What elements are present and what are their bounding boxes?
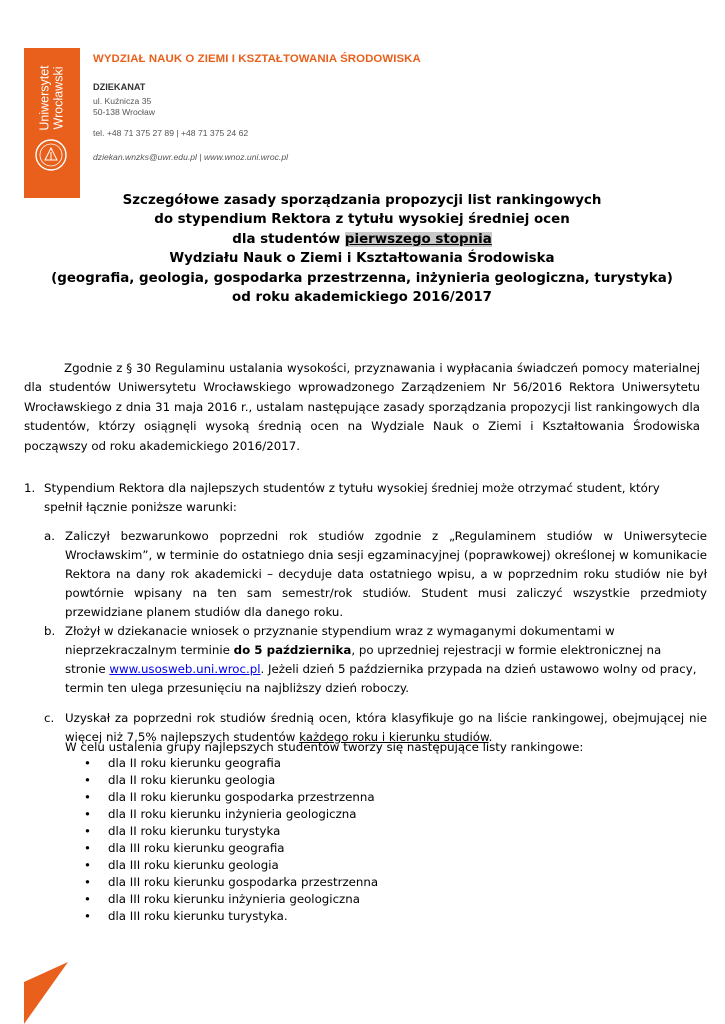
cond-b-text: [65, 622, 705, 698]
title-line-4: Wydziału Nauk o Ziemi i Kształtowania Środowiska: [169, 251, 555, 267]
title-line-5: (geografia, geologia, gospodarka przestrzenna, inżynieria geologiczna, turystyka): [51, 270, 673, 286]
list-item: • dla III roku kierunku geologia: [82, 857, 378, 874]
list-item: • dla II roku kierunku inżynieria geologiczna: [82, 806, 378, 823]
office-phone: tel. +48 71 375 27 89 | +48 71 375 24 62: [93, 128, 249, 138]
faculty-title: WYDZIAŁ NAUK O ZIEMI I KSZTAŁTOWANIA ŚRODOWISKA: [93, 53, 421, 65]
document-title: [24, 191, 700, 307]
intro-text: Zgodnie z § 30 Regulaminu ustalania wysokości, przyznawania i wypłacania świadczeń pomocy materialnej dla studentów Uniwersytetu Wrocławskiego wprowadzonego Zarządzeniem Nr 56/2016 Rektora Uniwersytetu Wrocławskiego z dnia 31 maja 2016 r., ustalam następujące zasady sporządzania propozycji list rankingowych dla studentów, którzy osiągnęli wysoką średnią ocen na Wydziale Nauk o Ziemi i Kształtowania Środowiska począwszy od roku akademickiego 2016/2017.: [24, 361, 700, 453]
point-number: 1.: [24, 481, 36, 495]
title-line-3-text: dla studentów: [232, 231, 345, 247]
list-item: • dla III roku kierunku turystyka.: [82, 908, 378, 925]
cond-b-part2: , po uprzedniej rejestracji w formie elektronicznej na stronie: [65, 643, 662, 676]
cond-a-letter: a.: [44, 529, 55, 543]
cond-b-part3: . Jeżeli dzień 5 października przypada na dzień ustawowo wolny od pracy, termin ten ulega przesunięciu na najbliższy dzień roboczy.: [65, 662, 697, 695]
office-name: DZIEKANAT: [93, 82, 146, 92]
logo-line-2: Wrocławski: [52, 66, 67, 130]
title-line-1: Szczegółowe zasady sporządzania propozycji list rankingowych: [122, 193, 602, 208]
list-item: • dla III roku kierunku gospodarka przestrzenna: [82, 874, 378, 891]
usosweb-link[interactable]: www.usosweb.uni.wroc.pl: [109, 662, 261, 676]
ranking-lists: [82, 755, 378, 925]
list-item: • dla III roku kierunku inżynieria geologiczna: [82, 891, 378, 908]
logo-line-1: Uniwersytet: [38, 65, 53, 131]
cond-c-letter: c.: [44, 711, 55, 725]
university-logotype: [26, 48, 78, 148]
intro-paragraph: [24, 359, 700, 456]
deadline-date: do 5 października: [233, 643, 352, 657]
cond-a-text: Zaliczył bezwarunkowo poprzedni rok studiów zgodnie z „Regulaminem studiów w Uniwersytecie Wrocławskim”, w terminie do ostatniego dnia sesji egzaminacyjnej (poprawkowej) określonej w komunikacie Rektora na dany rok akademicki – decyduje data ostatniego wpisu, a w poprzednim roku studiów nie był powtórnie wpisany na ten sam semestr/rok studiów. Student musi zaliczyć wszystkie przedmioty przewidziane planem studiów dla danego roku.: [65, 529, 707, 619]
cond-b-part1: Złożył w dziekanacie wniosek o przyznanie stypendium wraz z wymaganymi dokumentami w nieprzekraczalnym terminie: [65, 624, 615, 657]
list-item: • dla II roku kierunku geografia: [82, 755, 378, 772]
office-city: 50-138 Wrocław: [93, 107, 155, 117]
cond-b-letter: b.: [44, 624, 56, 638]
title-line-6: od roku akademickiego 2016/2017: [232, 290, 492, 306]
list-item: • dla II roku kierunku geologia: [82, 772, 378, 789]
ranking-lists-intro: W celu ustalenia grupy najlepszych studentów tworzy się następujące listy rankingowe:: [65, 740, 584, 754]
cond-c-part2: .: [488, 730, 493, 744]
highlighted-degree: pierwszego stopnia: [344, 231, 492, 247]
office-street: ul. Kuźnicza 35: [93, 96, 152, 106]
cond-c-part1: Uzyskał za poprzedni rok studiów średnią ocen, która klasyfikuje go na liście rankingowej, obejmującej nie więcej niż 7,5% najlepszych studentów: [65, 711, 707, 744]
office-contact: dziekan.wnzks@uwr.edu.pl | www.wnoz.uni.wroc.pl: [93, 152, 289, 162]
point-1-text: Stypendium Rektora dla najlepszych studentów z tytułu wysokiej średniej może otrzymać student, który spełnił łącznie poniższe warunki:: [44, 481, 660, 514]
university-seal-icon: [34, 138, 68, 172]
cond-c-underlined: każdego roku i kierunku studiów: [299, 730, 489, 744]
brand-triangle: [24, 962, 68, 1024]
list-item: • dla II roku kierunku turystyka: [82, 823, 378, 840]
list-item: • dla III roku kierunku geografia: [82, 840, 378, 857]
title-line-2: do stypendium Rektora z tytułu wysokiej średniej ocen: [154, 212, 570, 228]
title-line-3: [24, 230, 700, 249]
list-item: • dla II roku kierunku gospodarka przestrzenna: [82, 789, 378, 806]
